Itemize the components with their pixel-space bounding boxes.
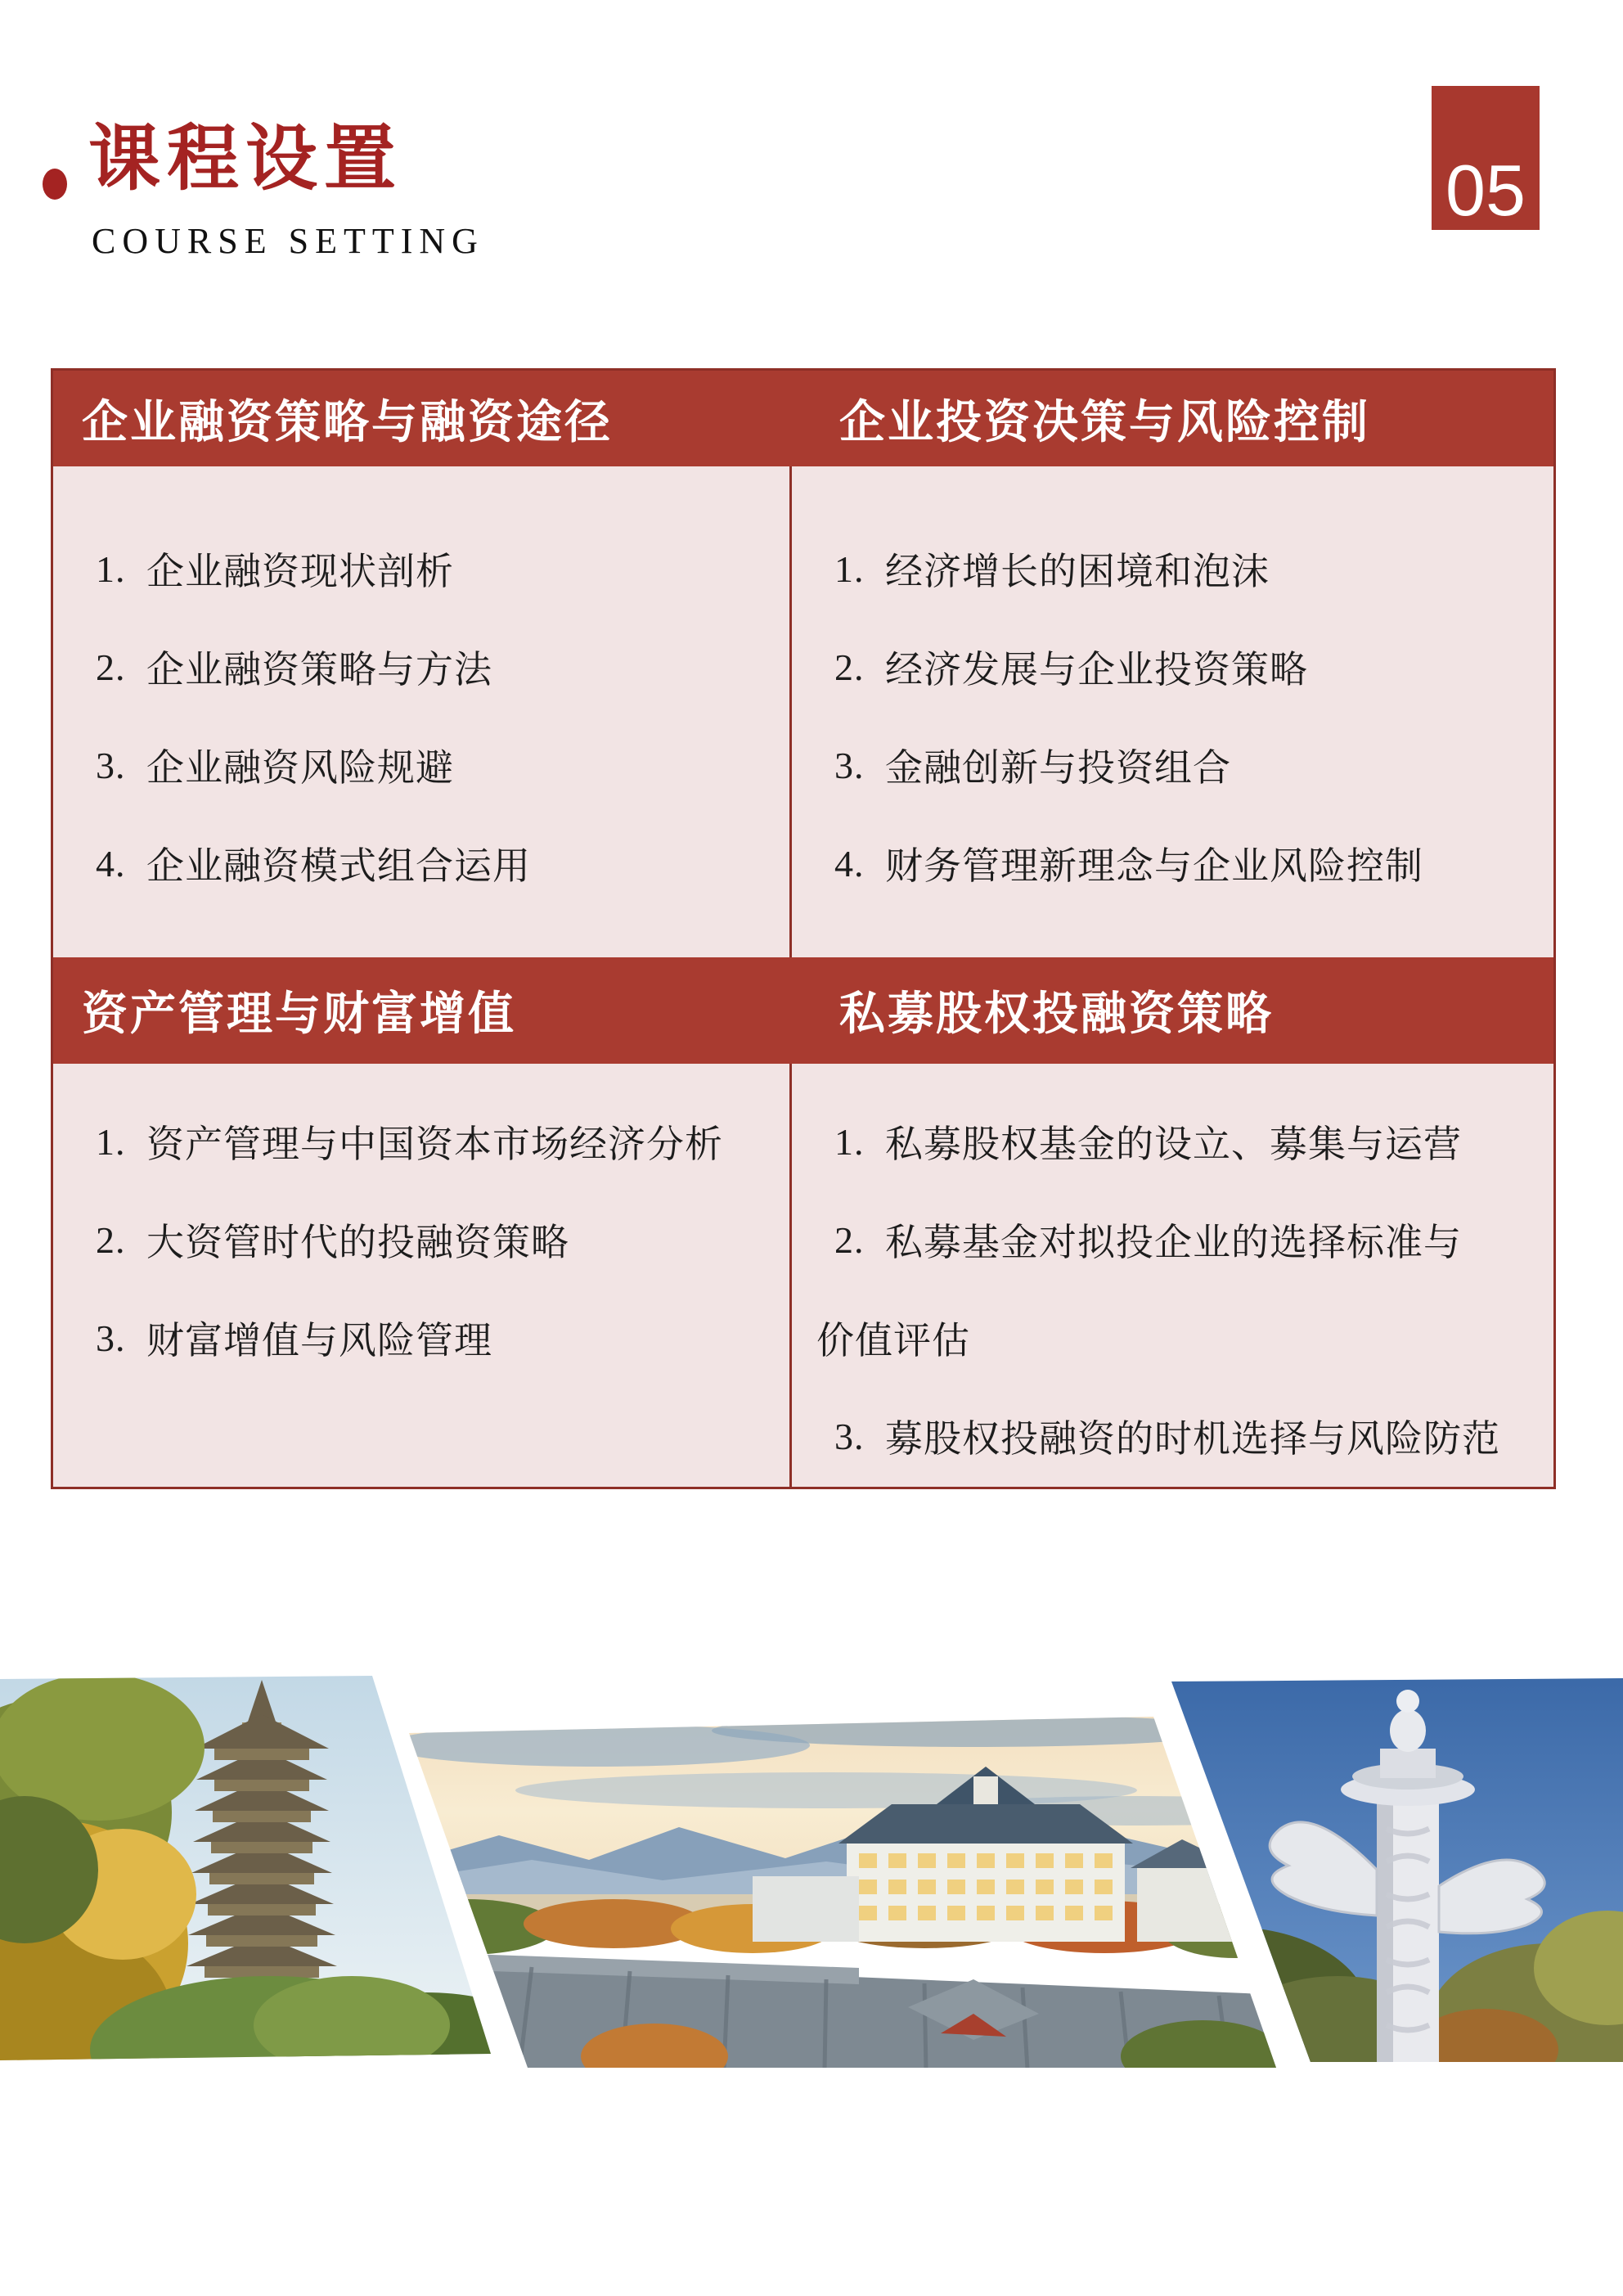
campus-illustration <box>401 1713 1284 2069</box>
item-number: 3. <box>96 744 126 786</box>
item-text: 财富增值与风险管理 <box>146 1320 492 1362</box>
course-table <box>51 368 1556 1489</box>
list-item <box>76 1191 776 1289</box>
list-item <box>76 814 776 912</box>
header-cell-investment-decision <box>789 371 1553 466</box>
list-item <box>815 1092 1540 1191</box>
table-header-row-1 <box>53 371 1553 466</box>
item-number: 1. <box>96 1120 126 1163</box>
table-body-row-2 <box>53 1064 1553 1487</box>
section-title: 资产管理与财富增值 <box>82 989 516 1040</box>
item-text: 企业融资风险规避 <box>146 747 454 789</box>
header-cell-asset-management <box>53 957 789 1064</box>
item-number: 2. <box>96 646 126 688</box>
item-number: 2. <box>96 1218 126 1261</box>
item-text: 经济发展与企业投资策略 <box>885 649 1308 691</box>
item-text: 企业融资策略与方法 <box>146 649 492 691</box>
item-text: 资产管理与中国资本市场经济分析 <box>146 1123 723 1165</box>
list-item <box>815 1191 1540 1289</box>
list-item <box>815 814 1540 912</box>
pagoda-illustration <box>0 1673 507 2066</box>
list-item-continuation <box>815 1289 1540 1387</box>
item-text: 企业融资模式组合运用 <box>146 845 531 887</box>
item-text: 私募基金对拟投企业的选择标准与 <box>885 1222 1462 1263</box>
page-number-badge <box>1432 86 1540 230</box>
title-bullet-icon <box>43 169 67 200</box>
table-header-row-2 <box>53 957 1553 1064</box>
item-number: 2. <box>834 1218 865 1261</box>
section-title: 企业融资策略与融资途径 <box>82 397 613 448</box>
page-title: 课程设置 <box>88 120 403 200</box>
body-cell-investment-decision <box>789 466 1553 957</box>
body-cell-private-equity <box>789 1064 1553 1487</box>
list-item <box>815 618 1540 716</box>
section-title: 私募股权投融资策略 <box>839 989 1274 1040</box>
item-text: 金融创新与投资组合 <box>885 747 1231 789</box>
list-item <box>815 1387 1540 1485</box>
item-number: 1. <box>834 547 865 590</box>
list-item <box>815 716 1540 814</box>
body-cell-asset-management <box>53 1064 789 1487</box>
list-item <box>76 520 776 618</box>
list-item <box>76 618 776 716</box>
table-body-row-1 <box>53 466 1553 957</box>
item-number: 2. <box>834 646 865 688</box>
body-cell-financing-strategy <box>53 466 789 957</box>
page-number: 05 <box>1445 150 1526 231</box>
header-cell-financing-strategy <box>53 371 789 466</box>
item-number: 4. <box>96 842 126 885</box>
list-item <box>76 1289 776 1387</box>
item-text: 私募股权基金的设立、募集与运营 <box>885 1123 1462 1165</box>
item-number: 3. <box>96 1317 126 1359</box>
photo-collage-strip <box>0 1673 1623 2070</box>
item-text: 价值评估 <box>816 1320 970 1362</box>
item-number: 4. <box>834 842 865 885</box>
item-text: 财务管理新理念与企业风险控制 <box>885 845 1423 887</box>
item-number: 3. <box>834 1415 865 1457</box>
item-number: 1. <box>96 547 126 590</box>
item-text: 经济增长的困境和泡沫 <box>885 551 1270 592</box>
item-number: 1. <box>834 1120 865 1163</box>
item-number: 3. <box>834 744 865 786</box>
item-text: 募股权投融资的时机选择与风险防范 <box>885 1418 1500 1460</box>
header-cell-private-equity <box>789 957 1553 1064</box>
page-header <box>34 121 484 262</box>
list-item <box>76 716 776 814</box>
list-item <box>815 520 1540 618</box>
item-text: 企业融资现状剖析 <box>146 551 454 592</box>
page-subtitle: COURSE SETTING <box>92 220 484 261</box>
item-text: 大资管时代的投融资策略 <box>146 1222 569 1263</box>
list-item <box>76 1092 776 1191</box>
section-title: 企业投资决策与风险控制 <box>839 397 1370 448</box>
